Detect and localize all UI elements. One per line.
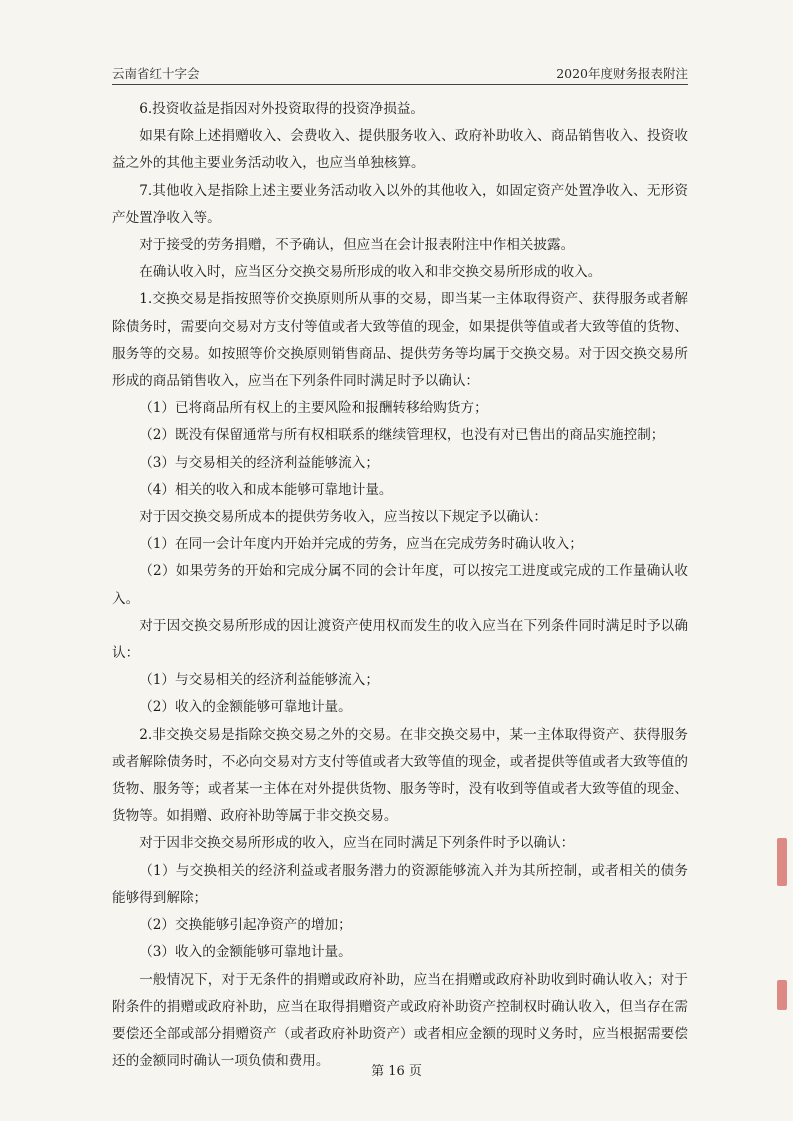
header-document-title: 2020年度财务报表附注 <box>556 66 688 81</box>
document-body <box>112 96 688 1075</box>
paragraph: 如果有除上述捐赠收入、会费收入、提供服务收入、政府补助收入、商品销售收入、投资收益之外的其他主要业务活动收入，也应当单独核算。 <box>112 128 688 172</box>
list-item: （2）既没有保留通常与所有权相联系的继续管理权，也没有对已售出的商品实施控制； <box>139 427 665 444</box>
seal-edge-mark <box>777 838 787 886</box>
list-item: （1）与交换相关的经济利益或者服务潜力的资源能够流入并为其所控制，或者相关的债务能够得到解除； <box>112 862 688 906</box>
list-item: （2）交换能够引起净资产的增加； <box>139 917 352 934</box>
paragraph: 在确认收入时，应当区分交换交易所形成的收入和非交换交易所形成的收入。 <box>139 264 602 281</box>
paragraph: 7.其他收入是指除上述主要业务活动收入以外的其他收入，如固定资产处置净收入、无形资产处置净收入等。 <box>112 182 688 226</box>
list-item: （1）与交易相关的经济利益能够流入； <box>139 672 379 689</box>
paragraph: 一般情况下，对于无条件的捐赠或政府补助，应当在捐赠或政府补助收到时确认收入；对于附条件的捐赠或政府补助，应当在取得捐赠资产或政府补助资产控制权时确认收入，但当存在需要偿还全部或部分捐赠资产（或者政府补助资产）或者相应金额的现时义务时，应当根据需要偿还的金额同时确认一项负债和费用。 <box>112 971 688 1070</box>
paragraph: 对于因非交换交易所形成的收入，应当在同时满足下列条件时予以确认： <box>139 835 575 852</box>
list-item: （2）如果劳务的开始和完成分属不同的会计年度，可以按完工进度或完成的工作量确认收入。 <box>112 563 688 607</box>
list-item: （1）已将商品所有权上的主要风险和报酬转移给购货方； <box>139 400 488 417</box>
list-item: （3）收入的金额能够可靠地计量。 <box>139 944 352 961</box>
list-item: （2）收入的金额能够可靠地计量。 <box>139 699 352 716</box>
page-header <box>112 64 688 82</box>
paragraph: 2.非交换交易是指除交换交易之外的交易。在非交换交易中，某一主体取得资产、获得服务或者解除债务时，不必向交易对方支付等值或者大致等值的现金，或者提供等值或者大致等值的货物、服务等；或者某一主体在对外提供货物、服务等时，没有收到等值或者大致等值的现金、货物等。如捐赠、政府补助等属于非交换交易。 <box>112 726 688 825</box>
list-item: （1）在同一会计年度内开始并完成的劳务，应当在完成劳务时确认收入； <box>139 536 583 553</box>
header-divider <box>112 84 688 85</box>
paragraph: 对于因交换交易所形成的因让渡资产使用权而发生的收入应当在下列条件同时满足时予以确认： <box>112 617 688 662</box>
list-item: （4）相关的收入和成本能够可靠地计量。 <box>139 481 393 498</box>
paragraph: 对于因交换交易所成本的提供劳务收入，应当按以下规定予以确认： <box>139 509 547 526</box>
header-organization: 云南省红十字会 <box>112 66 200 81</box>
paragraph: 1.交换交易是指按照等价交换原则所从事的交易，即当某一主体取得资产、获得服务或者解除债务时，需要向交易对方支付等值或者大致等值的现金，如果提供等值或者大致等值的货物、服务等的交易。如按照等价交换原则销售商品、提供劳务等均属于交换交易。对于因交换交易所形成的商品销售收入，应当在下列条件同时满足时予以确认： <box>112 291 688 390</box>
seal-edge-mark <box>777 980 787 1010</box>
list-item: （3）与交易相关的经济利益能够流入； <box>139 454 379 471</box>
page-number: 第 16 页 <box>371 1064 422 1079</box>
paragraph: 6.投资收益是指因对外投资取得的投资净损益。 <box>139 101 425 117</box>
paragraph: 对于接受的劳务捐赠，不予确认，但应当在会计报表附注中作相关披露。 <box>139 237 575 254</box>
